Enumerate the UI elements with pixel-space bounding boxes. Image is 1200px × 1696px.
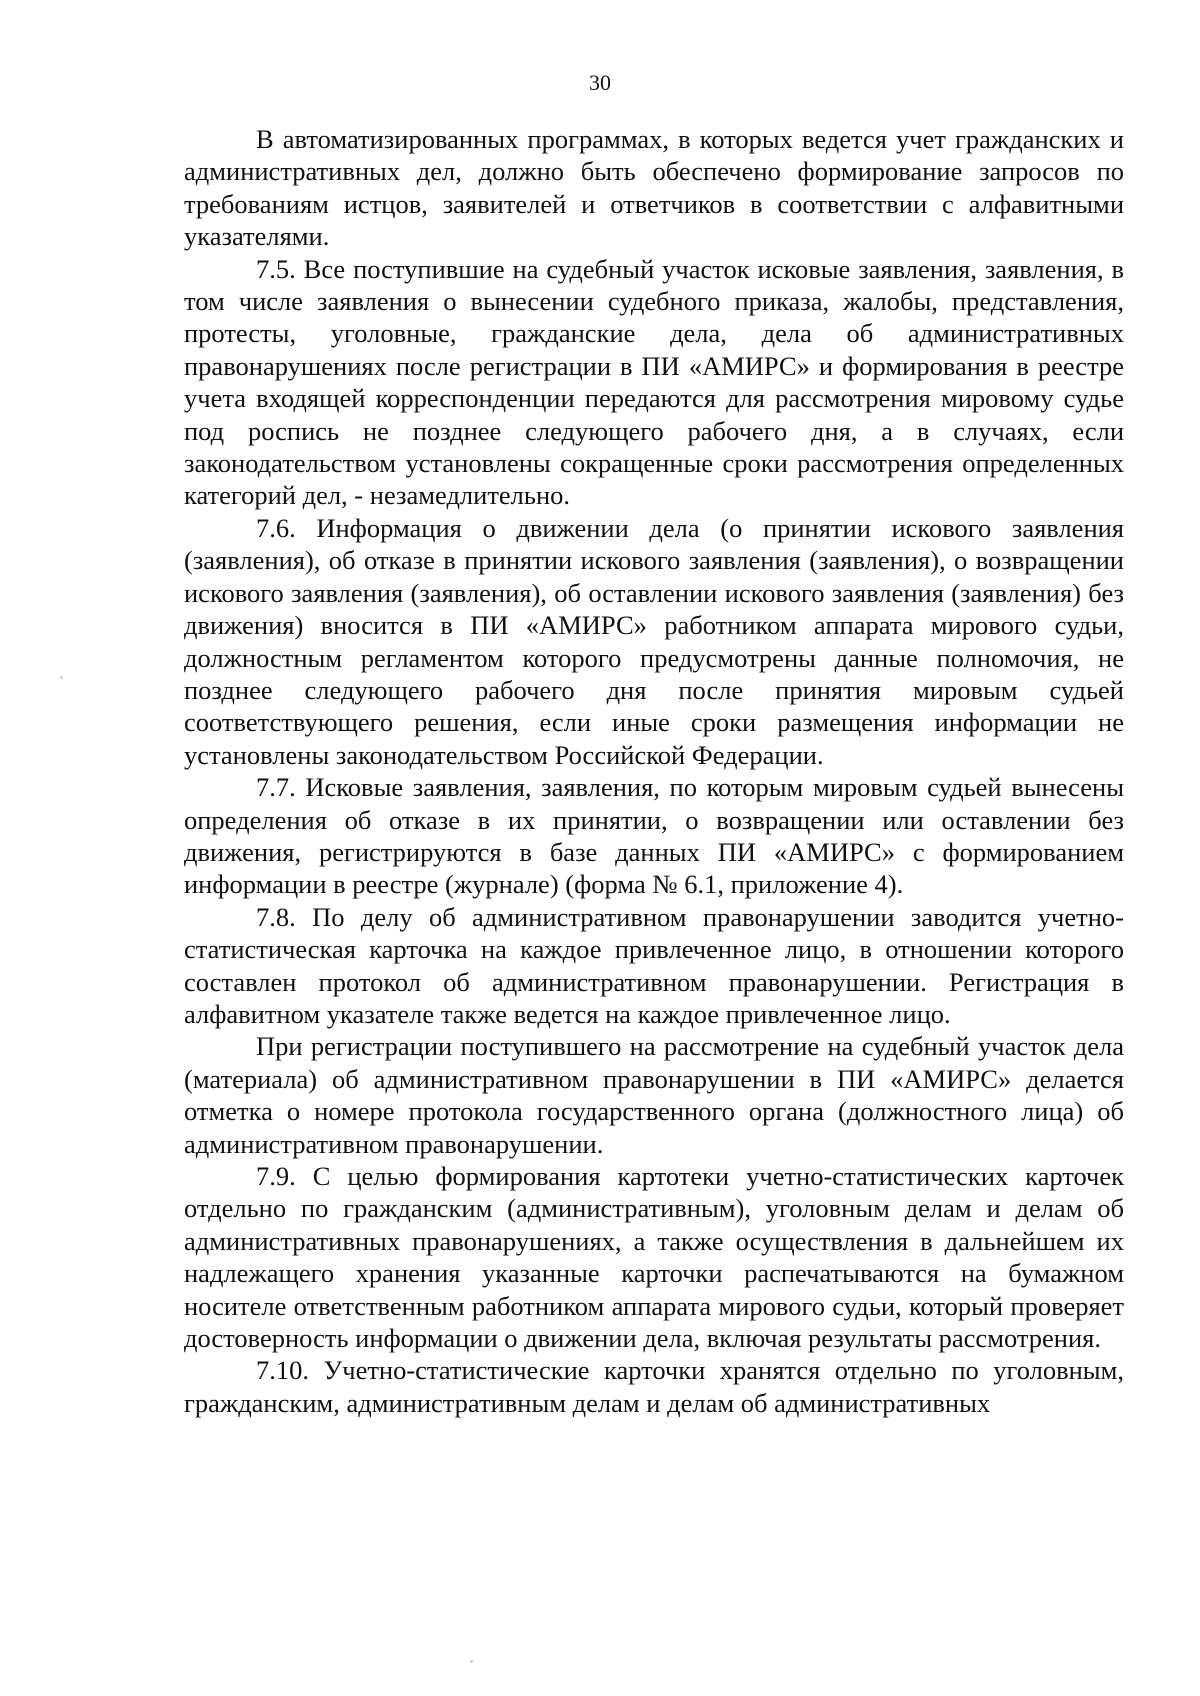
paragraph-7-6: 7.6. Информация о движении дела (о принятии искового заявления (заявления), об отказе в принятии искового заявления (заявления), о возвращении искового заявления (заявления), об оставлении искового заявления (заявления) без движения) вносится в ПИ «АМИРС» работником аппарата мирового судьи, должностным регламентом которого предусмотрены данные полномочия, не позднее следующего рабочего дня после принятия мировым судьей соответствующего решения, если иные сроки размещения информации не установлены законодательством Российской Федерации. — [184, 512, 1124, 770]
scan-speck — [60, 676, 63, 679]
page-number: 30 — [589, 70, 611, 95]
paragraph-7-7: 7.7. Исковые заявления, заявления, по которым мировым судьей вынесены определения об отказе в их принятии, о возвращении или оставлении без движения, регистрируются в базе данных ПИ «АМИРС» с формированием информации в реестре (журнале) (форма № 6.1, приложение 4). — [184, 772, 1124, 900]
paragraph-7-10: 7.10. Учетно-статистические карточки хранятся отдельно по уголовным, гражданским, административным делам и делам об административных — [184, 1355, 1124, 1418]
paragraph-registration: При регистрации поступившего на рассмотрение на судебный участок дела (материала) об административном правонарушении в ПИ «АМИРС» делается отметка о номере протокола государственного органа (должностного лица) об административном правонарушении. — [184, 1031, 1124, 1159]
document-body — [184, 123, 1124, 1419]
paragraph-7-9: 7.9. С целью формирования картотеки учетно-статистических карточек отдельно по гражданским (административным), уголовным делам и делам об административных правонарушениях, а также осуществления в дальнейшем их надлежащего хранения указанные карточки распечатываются на бумажном носителе ответственным работником аппарата мирового судьи, который проверяет достоверность информации о движении дела, включая результаты рассмотрения. — [184, 1161, 1124, 1354]
paragraph-intro: В автоматизированных программах, в которых ведется учет гражданских и административных дел, должно быть обеспечено формирование запросов по требованиям истцов, заявителей и ответчиков в соответствии с алфавитными указателями. — [184, 124, 1124, 252]
paragraph-7-5: 7.5. Все поступившие на судебный участок исковые заявления, заявления, в том числе заявления о вынесении судебного приказа, жалобы, представления, протесты, уголовные, гражданские дела, дела об административных правонарушениях после регистрации в ПИ «АМИРС» и формирования в реестре учета входящей корреспонденции передаются для рассмотрения мировому судье под роспись не позднее следующего рабочего дня, а в случаях, если законодательством установлены сокращенные сроки рассмотрения определенных категорий дел, - незамедлительно. — [184, 253, 1124, 511]
scan-speck — [470, 1660, 473, 1663]
paragraph-7-8: 7.8. По делу об административном правонарушении заводится учетно-статистическая карточка на каждое привлеченное лицо, в отношении которого составлен протокол об административном правонарушении. Регистрация в алфавитном указателе также ведется на каждое привлеченное лицо. — [184, 901, 1124, 1029]
